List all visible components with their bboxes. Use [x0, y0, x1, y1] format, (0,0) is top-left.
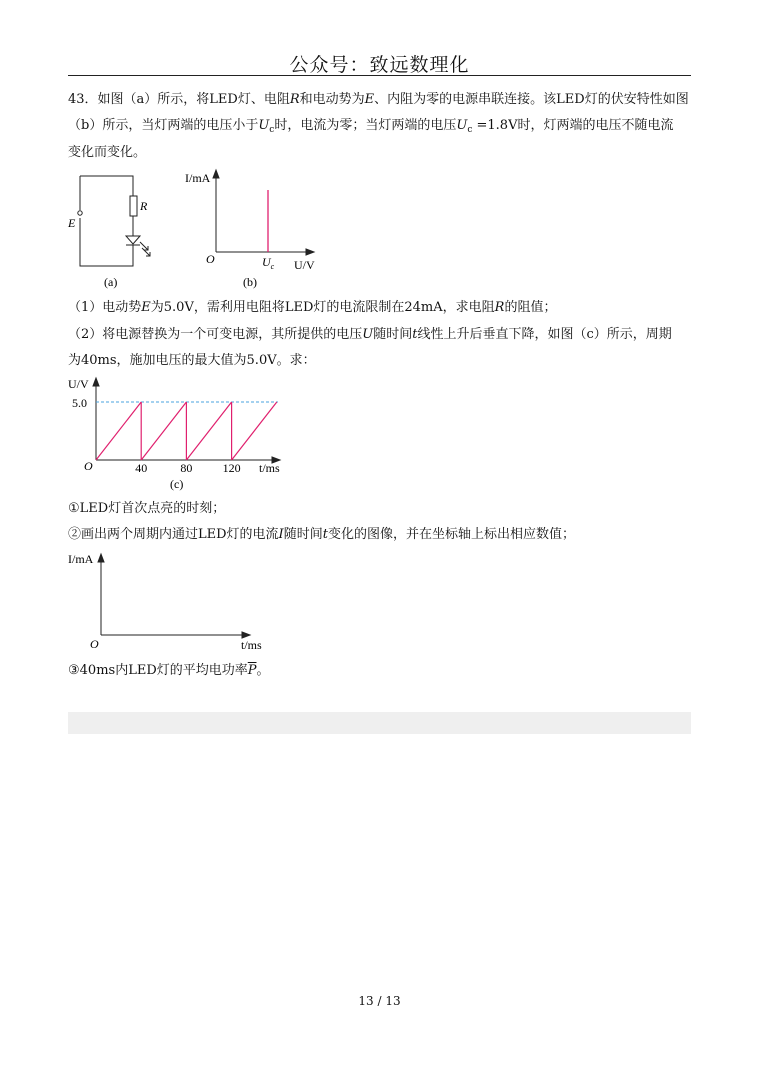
text: （b）所示，当灯两端的电压小于 — [68, 118, 259, 133]
sawtooth-series — [96, 402, 277, 460]
question-line-2 — [68, 113, 693, 143]
label-R: R — [140, 199, 148, 213]
sub-question-3 — [68, 658, 693, 684]
page-header-title: 公众号：致远数理化 — [289, 54, 470, 76]
origin-label: O — [90, 637, 99, 651]
var-U: U — [456, 118, 468, 133]
figure-a-circuit — [60, 168, 170, 290]
var-U: U — [362, 327, 374, 342]
text: 、内阻为零的电源串联连接。该LED灯的伏安特性如图 — [374, 92, 689, 107]
var-t: t — [412, 327, 418, 342]
origin-label: O — [84, 459, 93, 473]
sawtooth-segment — [186, 402, 231, 460]
answer-axes — [64, 548, 284, 656]
y-axis-arrow-icon — [93, 378, 99, 386]
text: =1.8V时，灯两端的电压不随电流 — [472, 118, 674, 133]
xlabel: U/V — [294, 258, 315, 272]
sawtooth-segment — [232, 402, 277, 460]
text: 和电动势为 — [299, 92, 365, 107]
caption-b: (b) — [243, 275, 257, 289]
text: 线性上升后垂直下降，如图（c）所示，周期 — [417, 327, 672, 342]
ylabel: I/mA — [68, 552, 94, 566]
figure-b-iv-curve — [180, 166, 330, 290]
x-axis-arrow-icon — [306, 249, 314, 255]
text: 43．如图（a）所示，将LED灯、电阻 — [68, 92, 290, 107]
text: 为5.0V，需利用电阻将LED灯的电流限制在24mA，求电阻 — [150, 300, 495, 315]
answer-area-bar — [68, 712, 691, 734]
var-R: R — [494, 300, 505, 315]
led-arrow-icon-1 — [140, 242, 148, 250]
text: 的阻值； — [504, 300, 557, 315]
ylabel: I/mA — [185, 171, 211, 185]
sub-question-2 — [68, 522, 693, 548]
label-E: E — [68, 216, 76, 230]
text: 随时间 — [283, 527, 323, 542]
var-R: R — [289, 92, 300, 107]
text: 随时间 — [373, 327, 413, 342]
figure-c-sawtooth — [64, 372, 294, 496]
text: 时，电流为零；当灯两端的电压 — [274, 118, 457, 133]
caption-c: (c) — [170, 477, 184, 491]
x-tick-labels — [135, 461, 240, 475]
terminal-top-icon — [78, 211, 82, 215]
text: （1）电动势 — [68, 300, 142, 315]
text: 变化的图像，并在坐标轴上标出相应数值； — [327, 527, 575, 542]
wire-top — [80, 176, 133, 196]
part-1-line — [68, 295, 693, 321]
led-triangle-icon — [126, 236, 140, 244]
text: （2）将电源替换为一个可变电源，其所提供的电压 — [68, 327, 363, 342]
var-P-avg: $\overline{P}$ — [247, 663, 257, 678]
page-number: 13 / 13 — [358, 994, 401, 1008]
var-U: U — [258, 118, 270, 133]
xlabel: t/ms — [241, 638, 262, 652]
text: ③40ms内LED灯的平均电功率 — [68, 663, 248, 678]
sub-question-1: ①LED灯首次点亮的时刻； — [68, 501, 226, 516]
var-I: I — [278, 527, 284, 542]
var-E: E — [364, 92, 375, 107]
x-tick-label: 120 — [222, 461, 241, 475]
header-divider — [68, 75, 691, 76]
y-axis-arrow-icon — [213, 170, 219, 178]
uc-label: $U_c$ — [262, 255, 275, 271]
x-tick-label: 40 — [135, 461, 148, 475]
part-2-line-1 — [68, 322, 693, 348]
question-line-1 — [68, 87, 693, 113]
xlabel: t/ms — [259, 461, 280, 475]
ytick-label: 5.0 — [72, 396, 87, 410]
sawtooth-segment — [141, 402, 186, 460]
text: 。 — [256, 663, 270, 678]
part-2-line-2: 为40ms，施加电压的最大值为5.0V。求： — [68, 353, 316, 368]
sub-c: c — [269, 125, 275, 135]
caption-a: (a) — [104, 275, 118, 289]
wire-bottom — [80, 218, 133, 266]
text: ②画出两个周期内通过LED灯的电流 — [68, 527, 279, 542]
question-line-3: 变化而变化。 — [68, 145, 147, 160]
var-t: t — [322, 527, 328, 542]
y-axis-arrow-icon — [98, 554, 104, 562]
resistor-R — [130, 196, 137, 216]
sawtooth-segment — [96, 402, 141, 460]
sub-c: c — [467, 125, 473, 135]
led-arrow-icon-2 — [142, 248, 150, 256]
x-tick-label: 80 — [180, 461, 193, 475]
ylabel: U/V — [68, 377, 89, 391]
origin-label: O — [206, 252, 215, 266]
var-E: E — [141, 300, 151, 315]
